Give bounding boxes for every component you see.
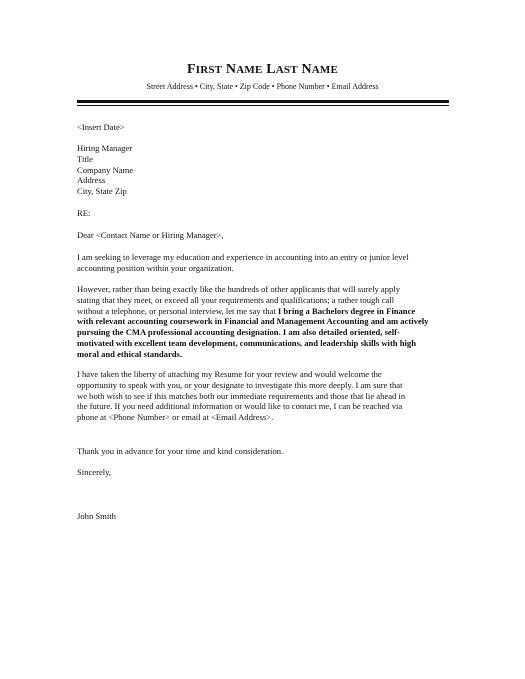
header-rule-thick: [77, 100, 449, 103]
signature-name: John Smith: [77, 511, 116, 521]
paragraph-line: accounting position within your organization.: [77, 262, 234, 273]
recipient-line: Hiring Manager: [77, 143, 133, 153]
paragraph-1: [77, 252, 449, 274]
paragraph-line: opportunity to speak with you, or your designate to investigate this more deeply. I am sure that: [77, 379, 403, 390]
re-line: RE:: [77, 208, 91, 218]
paragraph-bold-text: I bring a Bachelors degree in Finance: [277, 305, 416, 316]
paragraph-line: However, rather than being exactly like the hundreds of other applicants that will surely apply: [77, 284, 401, 294]
paragraph-line: we both wish to see if this matches both our immediate requirements and those that lie ahead in: [77, 390, 406, 401]
paragraph-line: I am seeking to leverage my education and experience in accounting into an entry or junior level: [77, 252, 409, 262]
paragraph-bold-line: with relevant accounting coursework in Financial and Management Accounting and am actively: [77, 316, 429, 327]
paragraph-line: the future. If you need additional information or would like to contact me, I can be reached via: [77, 401, 403, 412]
letter-date: <Insert Date>: [77, 122, 125, 132]
paragraph-bold-line: pursuing the CMA professional accounting designation. I am also detailed oriented, self-: [77, 327, 400, 338]
name-last-initial: L: [266, 62, 276, 77]
name-middle-initial: N: [225, 62, 237, 77]
paragraph-2: [77, 284, 449, 360]
recipient-block: [77, 143, 449, 197]
name-last2-initial: N: [301, 62, 312, 77]
closing: Sincerely,: [77, 467, 112, 477]
paragraph-text: without a telephone, or personal interview, let me say that: [77, 305, 278, 316]
header-rule-thin: [77, 105, 449, 106]
name-first-initial: F: [186, 62, 196, 77]
sender-name: [0, 62, 525, 78]
name-middle-rest: AME: [236, 64, 263, 76]
paragraph-bold-line: motivated with excellent team development, communications, and leadership skills with high: [77, 337, 416, 348]
paragraph-line: I have taken the liberty of attaching my Resume for your review and would welcome the: [77, 369, 382, 379]
paragraph-line-mixed: [77, 306, 449, 317]
paragraph-line: stating that they meet, or exceed all your requirements and qualifications; a rather tough call: [77, 294, 395, 305]
thanks-line: Thank you in advance for your time and kind consideration.: [77, 446, 284, 456]
paragraph-3: [77, 369, 449, 423]
name-last2-rest: AME: [311, 64, 339, 76]
recipient-line: Title: [77, 153, 93, 164]
paragraph-line: phone at <Phone Number> or email at <Email Address>.: [77, 412, 274, 423]
recipient-line: Address: [77, 175, 106, 186]
recipient-line: City, State Zip: [77, 186, 127, 197]
recipient-line: Company Name: [77, 164, 134, 175]
name-first-rest: IRST: [195, 64, 223, 76]
salutation: Dear <Contact Name or Hiring Manager>,: [77, 230, 224, 240]
sender-address: Street Address • City, State • Zip Code • Phone Number • Email Address: [146, 82, 379, 91]
paragraph-bold-line: moral and ethical standards.: [77, 348, 183, 359]
name-last-rest: AST: [275, 64, 298, 76]
